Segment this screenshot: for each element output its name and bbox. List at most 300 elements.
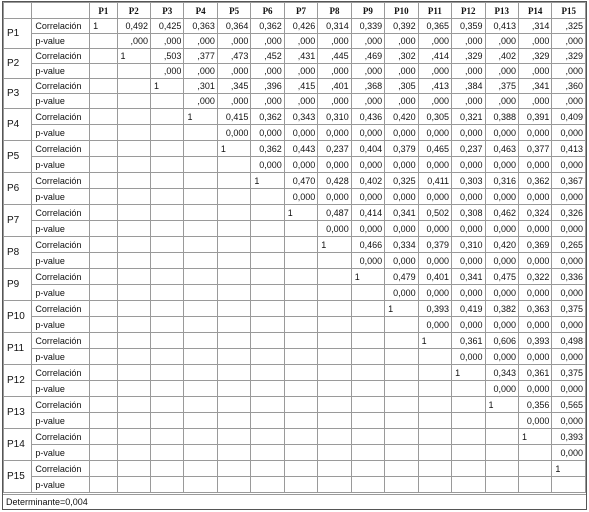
matrix-cell [251,413,284,429]
matrix-cell: ,000 [351,34,384,49]
p-value-label: p-value [32,221,90,237]
matrix-cell [518,477,551,493]
matrix-cell [284,397,317,413]
matrix-cell: 0,000 [284,189,317,205]
matrix-cell [217,333,250,349]
matrix-cell: 0,334 [385,237,418,253]
matrix-cell: 0,000 [418,253,451,269]
matrix-cell: ,413 [418,79,451,94]
matrix-cell: 0,000 [518,157,551,173]
matrix-cell: 0,401 [418,269,451,285]
matrix-cell [385,445,418,461]
matrix-cell [351,317,384,333]
matrix-cell [351,413,384,429]
matrix-cell: 0,237 [452,141,485,157]
correlation-row [4,205,586,221]
matrix-cell: 1 [351,269,384,285]
matrix-cell: 0,375 [552,301,586,317]
matrix-cell: 1 [150,79,183,94]
matrix-cell: 0,000 [518,221,551,237]
matrix-cell [184,349,217,365]
matrix-cell: 0,465 [418,141,451,157]
matrix-cell [351,381,384,397]
matrix-cell [284,269,317,285]
matrix-cell: 0,000 [552,157,586,173]
matrix-cell: 1 [184,109,217,125]
matrix-cell: ,000 [418,64,451,79]
column-header: P5 [217,3,250,19]
matrix-cell [90,221,117,237]
matrix-cell: 0,000 [318,125,351,141]
matrix-cell: ,000 [284,34,317,49]
p-value-row [4,189,586,205]
matrix-cell: ,329 [552,49,586,64]
matrix-cell: 0,428 [318,173,351,189]
matrix-cell [418,381,451,397]
matrix-cell: ,000 [217,94,250,109]
matrix-cell [217,237,250,253]
matrix-cell: 0,462 [485,205,518,221]
matrix-cell [251,301,284,317]
matrix-cell [452,429,485,445]
matrix-cell [184,285,217,301]
matrix-cell [90,125,117,141]
matrix-cell [150,125,183,141]
matrix-cell: 0,379 [385,141,418,157]
matrix-cell [90,79,117,94]
matrix-cell [452,445,485,461]
p-value-label: p-value [32,94,90,109]
matrix-cell [385,381,418,397]
matrix-cell: ,375 [485,79,518,94]
matrix-cell [184,189,217,205]
matrix-cell: 0,000 [552,221,586,237]
matrix-cell [251,365,284,381]
p-value-row [4,477,586,493]
p-value-label: p-value [32,253,90,269]
matrix-cell [150,349,183,365]
matrix-cell [217,269,250,285]
matrix-cell [452,413,485,429]
row-label: P14 [4,429,32,461]
matrix-cell [184,205,217,221]
row-label: P7 [4,205,32,237]
matrix-cell: 0,436 [351,109,384,125]
matrix-cell [184,269,217,285]
matrix-cell [284,461,317,477]
matrix-cell: ,341 [518,79,551,94]
matrix-cell: 0,000 [552,125,586,141]
matrix-cell [117,221,150,237]
matrix-cell: ,000 [485,94,518,109]
matrix-cell [318,253,351,269]
row-label: P11 [4,333,32,365]
matrix-cell [184,365,217,381]
matrix-cell [217,445,250,461]
matrix-cell: 0,411 [418,173,451,189]
matrix-cell: 0,392 [385,19,418,34]
matrix-cell [518,461,551,477]
matrix-cell: 1 [117,49,150,64]
matrix-cell [284,221,317,237]
matrix-cell: 0,413 [552,141,586,157]
matrix-cell [90,237,117,253]
matrix-cell: 0,000 [518,413,551,429]
matrix-cell [150,189,183,205]
matrix-cell: 0,000 [418,221,451,237]
matrix-cell: ,000 [284,94,317,109]
matrix-cell [90,381,117,397]
matrix-cell: ,000 [385,64,418,79]
p-value-label: p-value [32,445,90,461]
p-value-label: p-value [32,285,90,301]
correlation-row [4,397,586,413]
matrix-cell [251,333,284,349]
matrix-cell [251,429,284,445]
matrix-cell [385,413,418,429]
matrix-cell: 0,000 [552,445,586,461]
matrix-cell [251,317,284,333]
matrix-cell: 0,000 [485,221,518,237]
matrix-cell [117,301,150,317]
row-label: P5 [4,141,32,173]
matrix-cell: 0,265 [552,237,586,253]
matrix-cell: 0,391 [518,109,551,125]
matrix-cell [351,365,384,381]
matrix-cell: 0,426 [284,19,317,34]
matrix-cell [117,365,150,381]
matrix-cell: 0,475 [485,269,518,285]
matrix-cell: 1 [385,301,418,317]
matrix-cell [318,301,351,317]
matrix-cell [251,221,284,237]
correlation-row [4,79,586,94]
matrix-cell [385,349,418,365]
matrix-cell [217,365,250,381]
matrix-cell [150,173,183,189]
matrix-cell [251,445,284,461]
matrix-cell: 0,000 [385,221,418,237]
matrix-cell: 0,361 [452,333,485,349]
matrix-cell: ,329 [452,49,485,64]
matrix-cell [184,429,217,445]
matrix-cell [318,461,351,477]
matrix-cell: ,000 [150,64,183,79]
matrix-cell [318,413,351,429]
matrix-cell: 0,308 [452,205,485,221]
p-value-row [4,125,586,141]
matrix-cell: 0,000 [518,381,551,397]
matrix-cell [217,221,250,237]
matrix-cell [184,253,217,269]
matrix-cell: 0,000 [318,189,351,205]
matrix-cell [318,477,351,493]
matrix-cell: ,503 [150,49,183,64]
matrix-cell [90,109,117,125]
matrix-cell [351,397,384,413]
matrix-cell [217,189,250,205]
matrix-cell [318,397,351,413]
matrix-cell [217,285,250,301]
matrix-cell [251,237,284,253]
matrix-cell: 0,316 [485,173,518,189]
column-header: P14 [518,3,551,19]
matrix-cell [251,397,284,413]
matrix-cell [284,413,317,429]
matrix-cell [117,79,150,94]
matrix-cell: 0,000 [418,189,451,205]
matrix-cell [184,237,217,253]
matrix-cell [150,109,183,125]
matrix-cell: 0,000 [385,157,418,173]
matrix-cell [90,317,117,333]
column-header: P6 [251,3,284,19]
matrix-cell [150,381,183,397]
matrix-cell: ,000 [418,94,451,109]
correlation-row [4,237,586,253]
matrix-cell [117,461,150,477]
matrix-cell [385,461,418,477]
corner-cell [4,3,32,19]
correlation-label: Correlación [32,141,90,157]
matrix-cell: 0,415 [217,109,250,125]
matrix-cell [452,461,485,477]
row-label: P9 [4,269,32,301]
p-value-row [4,64,586,79]
correlation-label: Correlación [32,269,90,285]
matrix-cell: ,000 [518,94,551,109]
correlation-row [4,461,586,477]
matrix-cell [150,221,183,237]
matrix-cell: 0,502 [418,205,451,221]
correlation-label: Correlación [32,365,90,381]
matrix-cell: 0,000 [485,349,518,365]
matrix-cell [217,413,250,429]
matrix-cell [150,269,183,285]
matrix-cell [217,381,250,397]
matrix-cell [217,349,250,365]
matrix-cell: 0,000 [418,125,451,141]
matrix-cell [284,365,317,381]
matrix-cell [217,461,250,477]
correlation-row [4,269,586,285]
matrix-cell [150,333,183,349]
matrix-cell: 0,466 [351,237,384,253]
matrix-cell: ,414 [418,49,451,64]
matrix-cell [351,461,384,477]
matrix-cell: 0,000 [284,125,317,141]
matrix-cell [184,301,217,317]
matrix-cell: 0,388 [485,109,518,125]
correlation-matrix-table [3,2,586,493]
matrix-cell: 0,000 [518,253,551,269]
matrix-cell [251,461,284,477]
matrix-cell: ,368 [351,79,384,94]
row-label: P8 [4,237,32,269]
matrix-cell [150,237,183,253]
matrix-cell [318,317,351,333]
matrix-cell [117,141,150,157]
matrix-cell [217,205,250,221]
matrix-cell [90,49,117,64]
matrix-cell: 0,000 [485,317,518,333]
correlation-matrix-table-frame [2,1,587,510]
matrix-cell [284,253,317,269]
p-value-label: p-value [32,157,90,173]
correlation-row [4,301,586,317]
matrix-cell [284,477,317,493]
p-value-row [4,34,586,49]
p-value-row [4,221,586,237]
matrix-cell [150,253,183,269]
matrix-cell: ,000 [217,64,250,79]
matrix-cell: 0,000 [518,125,551,141]
matrix-cell [90,34,117,49]
row-label: P15 [4,461,32,493]
matrix-cell: 0,382 [485,301,518,317]
column-header: P12 [452,3,485,19]
correlation-label: Correlación [32,173,90,189]
row-label: P12 [4,365,32,397]
matrix-cell [117,397,150,413]
matrix-cell [452,397,485,413]
matrix-cell [90,157,117,173]
matrix-cell: ,415 [284,79,317,94]
matrix-cell [184,333,217,349]
matrix-cell [150,94,183,109]
matrix-cell: 0,000 [351,157,384,173]
matrix-cell [251,253,284,269]
matrix-cell [184,381,217,397]
matrix-cell: 0,325 [385,173,418,189]
matrix-cell [117,413,150,429]
correlation-label: Correlación [32,429,90,445]
matrix-cell [284,285,317,301]
matrix-cell [318,333,351,349]
matrix-cell: ,360 [552,79,586,94]
matrix-cell: ,000 [184,64,217,79]
matrix-cell: 0,000 [351,125,384,141]
matrix-cell [452,477,485,493]
correlation-label: Correlación [32,237,90,253]
matrix-cell [485,445,518,461]
matrix-cell [117,94,150,109]
matrix-cell [150,205,183,221]
matrix-cell: 0,321 [452,109,485,125]
matrix-cell: 0,000 [452,157,485,173]
matrix-cell: 0,000 [351,221,384,237]
matrix-cell: ,000 [552,64,586,79]
matrix-cell [117,429,150,445]
matrix-cell: 0,310 [452,237,485,253]
matrix-cell: ,000 [452,34,485,49]
matrix-cell: 0,362 [251,19,284,34]
matrix-cell: 0,343 [284,109,317,125]
matrix-cell: 0,000 [452,221,485,237]
matrix-cell [90,461,117,477]
matrix-cell [150,413,183,429]
matrix-cell: 0,000 [552,349,586,365]
matrix-cell [217,157,250,173]
matrix-cell [90,253,117,269]
matrix-cell: 0,000 [552,285,586,301]
matrix-cell: 0,404 [351,141,384,157]
p-value-row [4,253,586,269]
matrix-cell: ,000 [150,34,183,49]
correlation-label: Correlación [32,301,90,317]
matrix-cell: 0,000 [518,317,551,333]
matrix-cell: ,469 [351,49,384,64]
matrix-cell [150,429,183,445]
matrix-cell [117,64,150,79]
matrix-cell [385,317,418,333]
matrix-cell: ,402 [485,49,518,64]
row-label: P6 [4,173,32,205]
matrix-cell: ,325 [552,19,586,34]
matrix-cell: 0,000 [251,157,284,173]
matrix-cell: 0,305 [418,109,451,125]
column-header: P13 [485,3,518,19]
matrix-cell [217,253,250,269]
matrix-cell: 0,000 [518,285,551,301]
matrix-cell: ,000 [518,64,551,79]
matrix-cell [90,365,117,381]
matrix-cell: 0,000 [385,285,418,301]
corner-cell [32,3,90,19]
column-header: P8 [318,3,351,19]
correlation-row [4,333,586,349]
matrix-cell [251,269,284,285]
matrix-cell [184,125,217,141]
matrix-cell [485,429,518,445]
matrix-cell: 0,379 [418,237,451,253]
matrix-cell: 0,000 [418,157,451,173]
matrix-cell [117,285,150,301]
matrix-cell: 0,565 [552,397,586,413]
matrix-cell: 0,362 [251,109,284,125]
column-header: P9 [351,3,384,19]
matrix-cell: 0,341 [452,269,485,285]
matrix-cell [117,269,150,285]
matrix-cell: ,314 [518,19,551,34]
matrix-cell: ,302 [385,49,418,64]
matrix-cell: ,452 [251,49,284,64]
matrix-cell: 0,356 [518,397,551,413]
column-header: P10 [385,3,418,19]
matrix-cell: 0,000 [552,189,586,205]
matrix-cell: ,473 [217,49,250,64]
correlation-label: Correlación [32,109,90,125]
matrix-cell: 0,364 [217,19,250,34]
matrix-cell: 0,000 [452,317,485,333]
matrix-cell: ,377 [184,49,217,64]
matrix-cell: 1 [418,333,451,349]
matrix-cell [251,349,284,365]
matrix-cell: 0,420 [385,109,418,125]
p-value-label: p-value [32,413,90,429]
matrix-cell: ,345 [217,79,250,94]
p-value-label: p-value [32,317,90,333]
matrix-cell: 0,000 [552,317,586,333]
matrix-cell [150,317,183,333]
matrix-cell [318,285,351,301]
matrix-cell: 0,310 [318,109,351,125]
matrix-cell [117,445,150,461]
matrix-cell [184,317,217,333]
correlation-label: Correlación [32,79,90,94]
column-header: P15 [552,3,586,19]
matrix-cell: ,000 [184,34,217,49]
